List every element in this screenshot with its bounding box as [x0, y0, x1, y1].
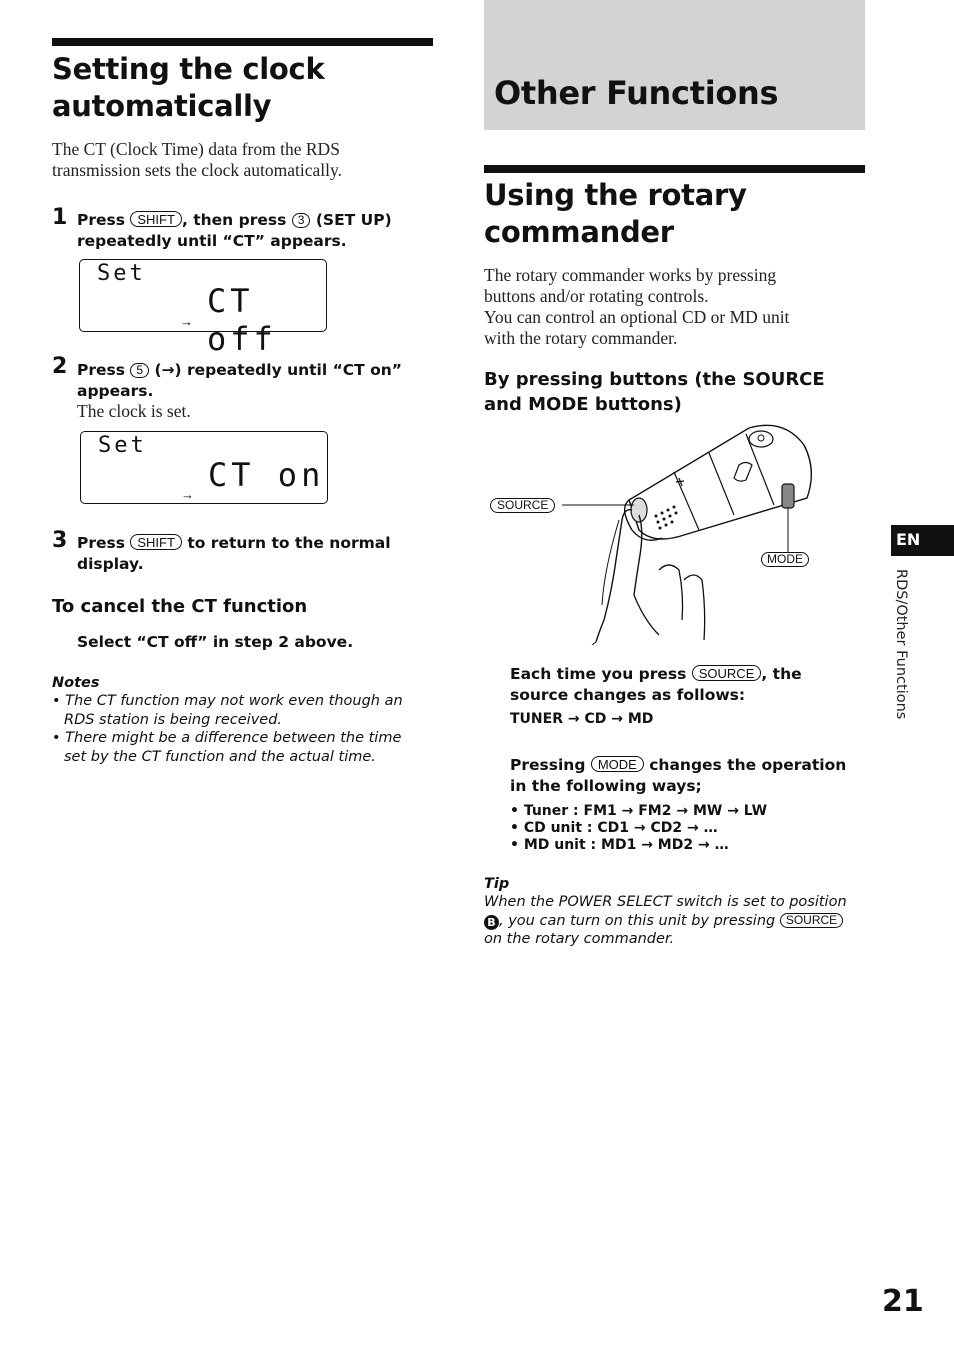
mode-key: MODE — [591, 756, 644, 772]
source-key: SOURCE — [692, 665, 762, 681]
section-side-label: RDS/Other Functions — [893, 569, 909, 720]
step-number-1: 1 — [52, 205, 68, 230]
key-5: 5 — [130, 363, 149, 378]
position-b-icon: B — [484, 915, 499, 930]
rotary-commander-illustration — [484, 420, 824, 645]
banner-title: Other Functions — [494, 74, 779, 112]
step-2-text: Press 5 (→) repeatedly until “CT on” appears. — [77, 361, 402, 400]
source-label: SOURCE — [490, 497, 555, 515]
list-item: • MD unit : MD1 → MD2 → … — [510, 837, 729, 853]
notes-list — [52, 692, 437, 766]
step-2-note: The clock is set. — [77, 401, 191, 421]
lcd-arrow-icon: → — [180, 314, 193, 329]
pressing-mode-text: Pressing MODE changes the operation in the following ways; — [510, 756, 847, 795]
list-item: • Tuner : FM1 → FM2 → MW → LW — [510, 803, 768, 819]
cancel-text: Select “CT off” in step 2 above. — [77, 633, 354, 651]
shift-key: SHIFT — [130, 211, 182, 227]
rotary-intro: The rotary commander works by pressing buttons and/or rotating controls. You can control an optional CD or MD unit with the rotary commander. — [484, 265, 790, 348]
page-heading-right: Using the rotary commander — [484, 178, 747, 249]
mode-label: MODE — [761, 551, 809, 569]
mode-list — [510, 803, 767, 854]
intro-text: The CT (Clock Time) data from the RDS transmission sets the clock automatically. — [52, 139, 342, 180]
heading-rule — [52, 38, 433, 46]
heading-rule — [484, 165, 865, 173]
step-1-text: Press SHIFT , then press 3 (SET UP) repeatedly until “CT” appears. — [77, 211, 392, 250]
lcd-top-text: Set — [98, 433, 147, 458]
lcd-main-text: CT off — [207, 282, 277, 358]
notes-label: Notes — [52, 675, 100, 691]
shift-key: SHIFT — [130, 534, 182, 550]
page-number: 21 — [882, 1284, 924, 1319]
step-3-text: Press SHIFT to return to the normal display. — [77, 534, 391, 573]
source-key: SOURCE — [780, 913, 843, 928]
page-heading-left: Setting the clock automatically — [52, 52, 325, 123]
buttons-subheading: By pressing buttons (the SOURCE and MODE buttons) — [484, 369, 825, 415]
language-tab: EN — [891, 525, 954, 556]
lcd-display-ct-on — [80, 431, 328, 504]
lcd-arrow-icon: → — [181, 487, 194, 502]
section-banner — [484, 0, 865, 130]
note-item: • There might be a difference between the time set by the CT function and the actual time. — [52, 730, 402, 765]
source-sequence: TUNER → CD → MD — [510, 711, 654, 727]
lcd-top-text: Set — [97, 261, 146, 286]
each-time-text: Each time you press SOURCE , the source changes as follows: — [510, 665, 802, 704]
tip-label: Tip — [484, 876, 510, 892]
cancel-heading: To cancel the CT function — [52, 596, 308, 617]
key-3: 3 — [292, 213, 311, 228]
step-number-2: 2 — [52, 354, 68, 379]
list-item: • CD unit : CD1 → CD2 → … — [510, 820, 718, 836]
lcd-display-ct-off — [79, 259, 327, 358]
lcd-main-text: CT on — [208, 456, 325, 494]
step-number-3: 3 — [52, 528, 68, 553]
note-item: • The CT function may not work even though an RDS station is being received. — [52, 693, 403, 728]
tip-text: When the POWER SELECT switch is set to position B , you can turn on this unit by pressing SOURCE on the rotary commander. — [484, 894, 847, 947]
